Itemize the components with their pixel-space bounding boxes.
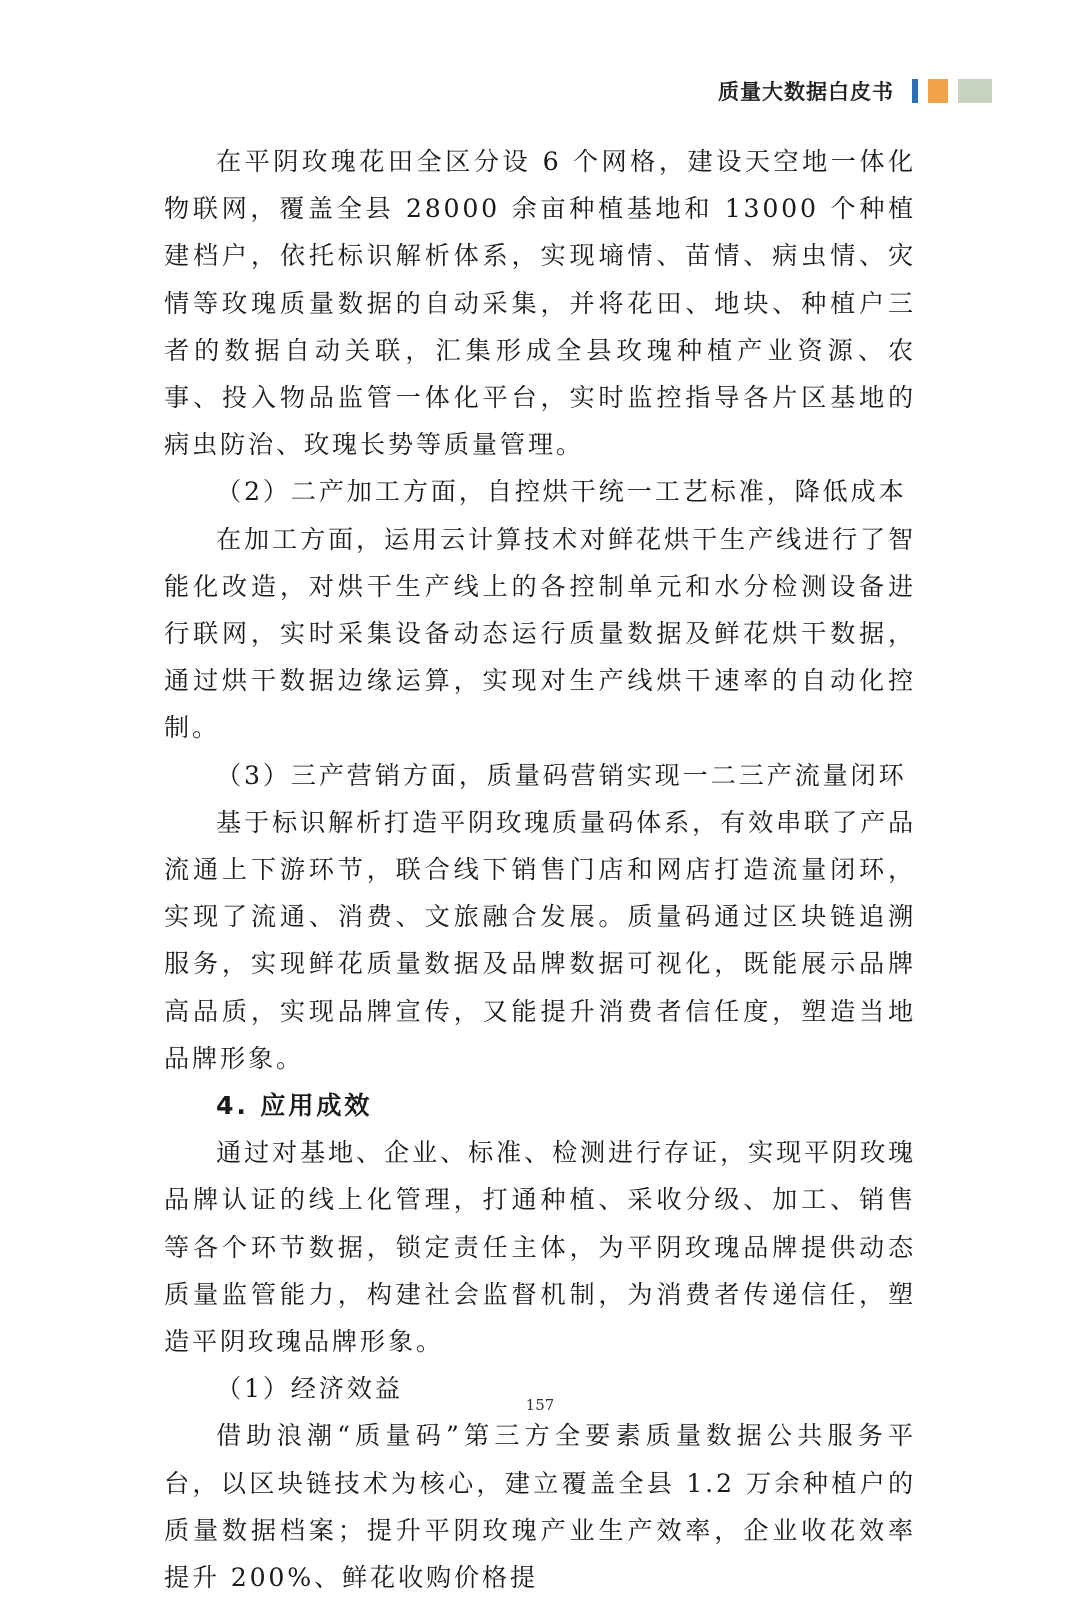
header-blue-block [912, 79, 918, 103]
paragraph-results: 通过对基地、企业、标准、检测进行存证，实现平阴玫瑰品牌认证的线上化管理，打通种植、采收分级、加工、销售等各个环节数据，锁定责任主体，为平阴玫瑰品牌提供动态质量监管能力，构建社会监督机制，为消费者传递信任，塑造平阴玫瑰品牌形象。 [164, 1138, 916, 1357]
subheading-economic: （1）经济效益 [216, 1374, 403, 1404]
paragraph-processing: 在加工方面，运用云计算技术对鲜花烘干生产线进行了智能化改造，对烘干生产线上的各控制单元和水分检测设备进行联网，实时采集设备动态运行质量数据及鲜花烘干数据，通过烘干数据边缘运算，实现对生产线烘干速率的自动化控制。 [164, 524, 916, 743]
subheading-processing: （2）二产加工方面，自控烘干统一工艺标准，降低成本 [216, 477, 907, 507]
header-title: 质量大数据白皮书 [718, 80, 894, 104]
section-heading-results: 4. 应用成效 [216, 1091, 373, 1121]
page-header [718, 76, 992, 106]
page-number: 157 [525, 1396, 555, 1414]
paragraph-economic: 借助浪潮“质量码”第三方全要素质量数据公共服务平台，以区块链技术为核心，建立覆盖全县 1.2 万余种植户的质量数据档案；提升平阴玫瑰产业生产效率，企业收花效率提升 200%、鲜花收购价格提 [164, 1421, 916, 1593]
header-green-block [958, 79, 992, 103]
header-orange-block [928, 79, 948, 103]
page-body [164, 138, 916, 1601]
subheading-marketing: （3）三产营销方面，质量码营销实现一二三产流量闭环 [216, 760, 907, 790]
paragraph-marketing: 基于标识解析打造平阴玫瑰质量码体系，有效串联了产品流通上下游环节，联合线下销售门店和网店打造流量闭环，实现了流通、消费、文旅融合发展。质量码通过区块链追溯服务，实现鲜花质量数据及品牌数据可视化，既能展示品牌高品质，实现品牌宣传，又能提升消费者信任度，塑造当地品牌形象。 [164, 807, 916, 1073]
paragraph-iot-grid: 在平阴玫瑰花田全区分设 6 个网格，建设天空地一体化物联网，覆盖全县 28000 余亩种植基地和 13000 个种植建档户，依托标识解析体系，实现墒情、苗情、病虫情、灾情等玫瑰质量数据的自动采集，并将花田、地块、种植户三者的数据自动关联，汇集形成全县玫瑰种植产业资源、农事、投入物品监管一体化平台，实时监控指导各片区基地的病虫防治、玫瑰长势等质量管理。 [164, 147, 916, 460]
